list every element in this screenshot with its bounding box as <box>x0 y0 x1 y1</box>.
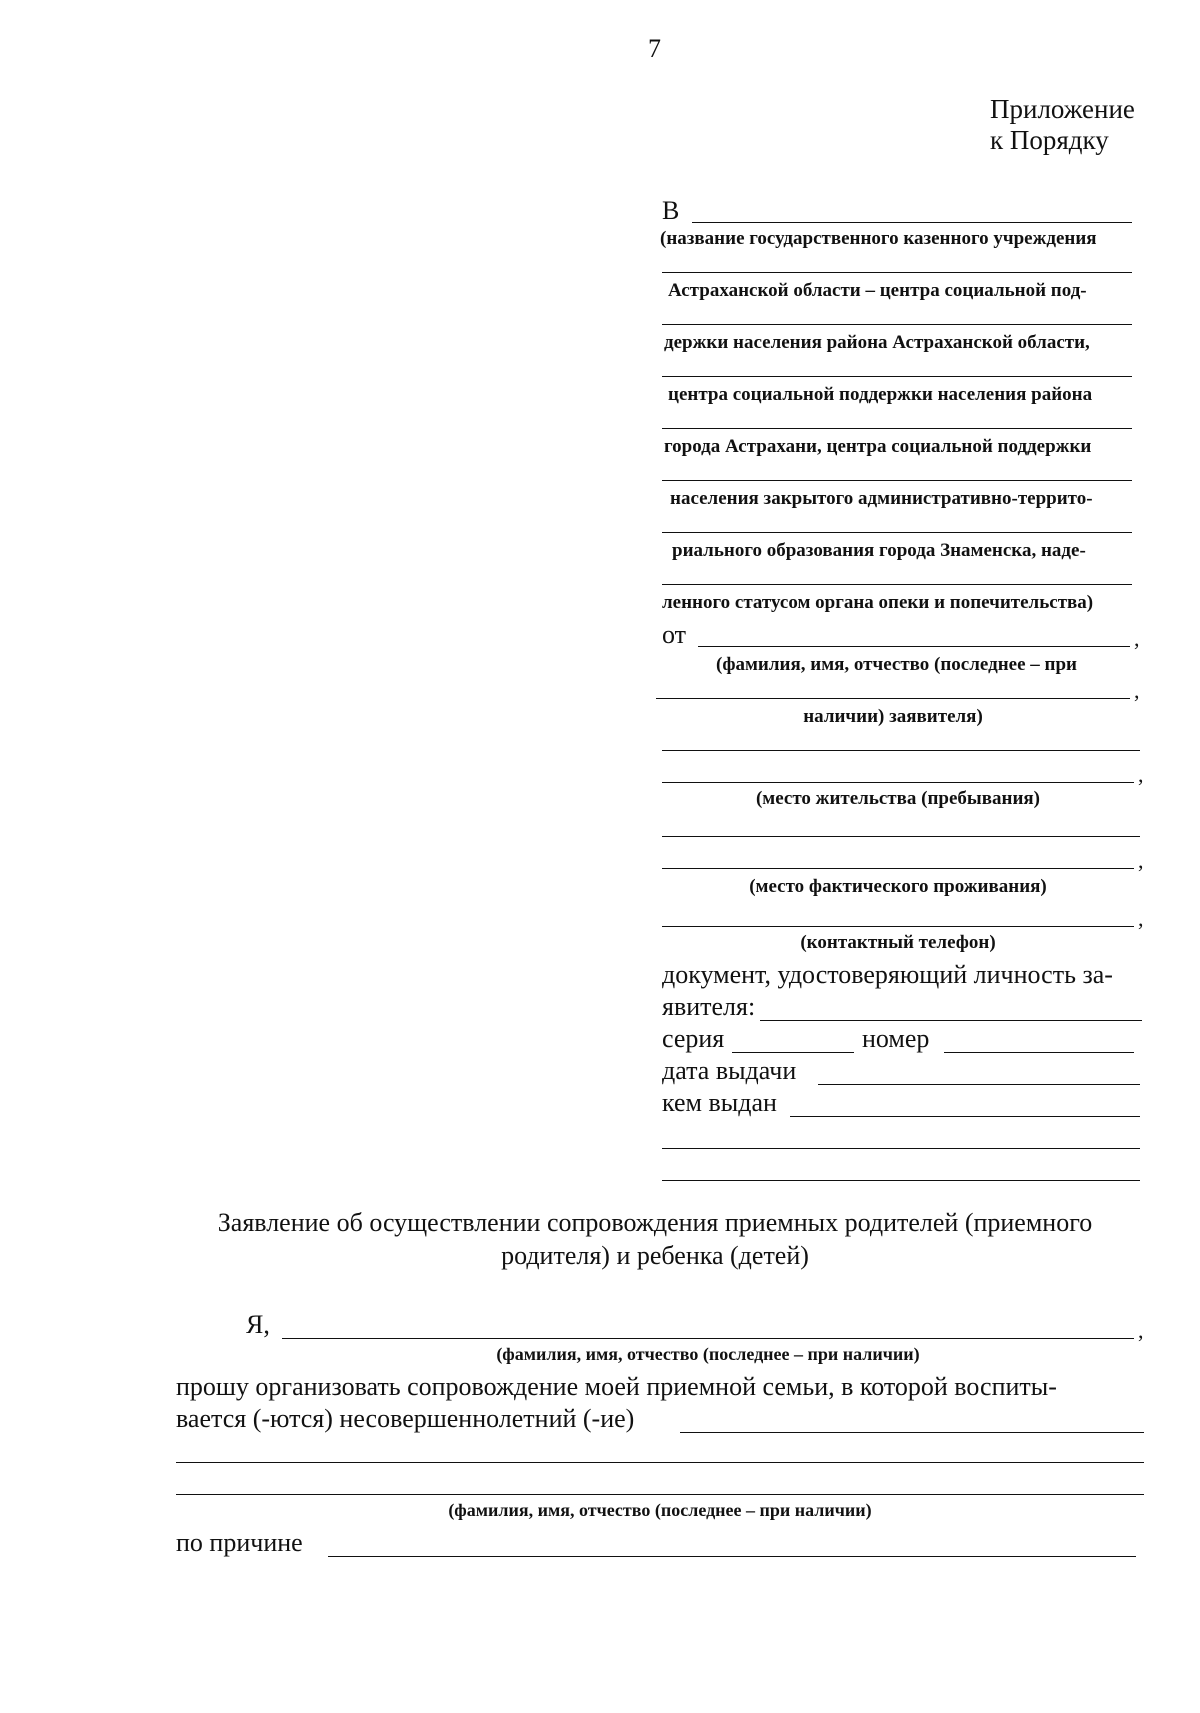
minor-fio-field-3[interactable] <box>176 1494 1144 1495</box>
i-label: Я, <box>246 1310 270 1339</box>
issue-date-field[interactable] <box>818 1084 1140 1085</box>
addressee-rule <box>662 532 1132 533</box>
comma: , <box>1134 626 1140 651</box>
addressee-rule <box>662 428 1132 429</box>
addressee-line-1: Астраханской области – центра социальной под- <box>668 280 1087 301</box>
id-document-line-2: явителя: <box>662 992 756 1021</box>
addressee-line-2: держки населения района Астраханской области, <box>664 332 1090 353</box>
comma: , <box>1134 678 1140 703</box>
actual-residence-field-2[interactable] <box>662 868 1134 869</box>
request-line-2: вается (-ются) несовершеннолетний (-ие) <box>176 1404 635 1433</box>
addressee-line-3: центра социальной поддержки населения района <box>668 384 1093 405</box>
issued-by-field-2[interactable] <box>662 1148 1140 1149</box>
id-document-line-1: документ, удостоверяющий личность за- <box>662 960 1113 989</box>
reason-field[interactable] <box>328 1556 1136 1557</box>
addressee-rule <box>662 480 1132 481</box>
addressee-prefix: В <box>662 196 680 225</box>
phone-field[interactable] <box>662 926 1134 927</box>
comma: , <box>1138 848 1144 873</box>
statement-title <box>160 1206 1150 1272</box>
addressee-rule <box>662 584 1132 585</box>
addressee-line-6: риального образования города Знаменска, наде- <box>672 540 1086 561</box>
residence-field[interactable] <box>662 750 1140 751</box>
addressee-line-4: города Астрахани, центра социальной поддержки <box>664 436 1092 457</box>
number-field[interactable] <box>944 1052 1134 1053</box>
series-field[interactable] <box>732 1052 854 1053</box>
issued-by-field-3[interactable] <box>662 1180 1140 1181</box>
comma: , <box>1138 762 1144 787</box>
addressee-rule <box>662 272 1132 273</box>
comma: , <box>1138 1318 1144 1343</box>
request-line-1: прошу организовать сопровождение моей приемной семьи, в которой воспиты- <box>176 1372 1057 1401</box>
reason-label: по причине <box>176 1528 303 1557</box>
series-label: серия <box>662 1024 725 1053</box>
statement-title-line-2: родителя) и ребенка (детей) <box>501 1241 809 1270</box>
addressee-field[interactable] <box>692 222 1132 223</box>
number-label: номер <box>862 1024 930 1053</box>
addressee-line-7: ленного статусом органа опеки и попечительства) <box>662 592 1094 613</box>
addressee-rule <box>662 324 1132 325</box>
appendix-header <box>990 94 1135 156</box>
appendix-line-1: Приложение <box>990 94 1135 124</box>
applicant-name-field[interactable] <box>698 646 1130 647</box>
actual-residence-caption: (место фактического проживания) <box>749 876 1047 897</box>
applicant-name-caption-1: (фамилия, имя, отчество (последнее – при <box>716 654 1077 675</box>
issued-by-label: кем выдан <box>662 1088 777 1117</box>
addressee-line-0: (название государственного казенного учреждения <box>660 228 1097 249</box>
issue-date-label: дата выдачи <box>662 1056 797 1085</box>
appendix-line-2: к Порядку <box>990 125 1109 155</box>
from-label: от <box>662 620 687 649</box>
statement-title-line-1: Заявление об осуществлении сопровождения приемных родителей (приемного <box>217 1208 1093 1237</box>
applicant-fio-caption: (фамилия, имя, отчество (последнее – при наличии) <box>496 1344 920 1364</box>
comma: , <box>1138 906 1144 931</box>
page-number: 7 <box>648 34 661 63</box>
issued-by-field[interactable] <box>790 1116 1140 1117</box>
phone-caption: (контактный телефон) <box>800 932 996 953</box>
actual-residence-field[interactable] <box>662 836 1140 837</box>
applicant-fio-field[interactable] <box>282 1338 1134 1339</box>
addressee-line-5: населения закрытого административно-террито- <box>670 488 1093 509</box>
residence-field-2[interactable] <box>662 782 1134 783</box>
residence-caption: (место жительства (пребывания) <box>755 788 1041 809</box>
minor-fio-caption: (фамилия, имя, отчество (последнее – при наличии) <box>448 1500 872 1520</box>
minor-fio-field[interactable] <box>680 1432 1144 1433</box>
id-document-field[interactable] <box>760 1020 1142 1021</box>
addressee-rule <box>662 376 1132 377</box>
applicant-name-caption-2: наличии) заявителя) <box>803 706 983 727</box>
minor-fio-field-2[interactable] <box>176 1462 1144 1463</box>
applicant-name-field-2[interactable] <box>656 698 1130 699</box>
